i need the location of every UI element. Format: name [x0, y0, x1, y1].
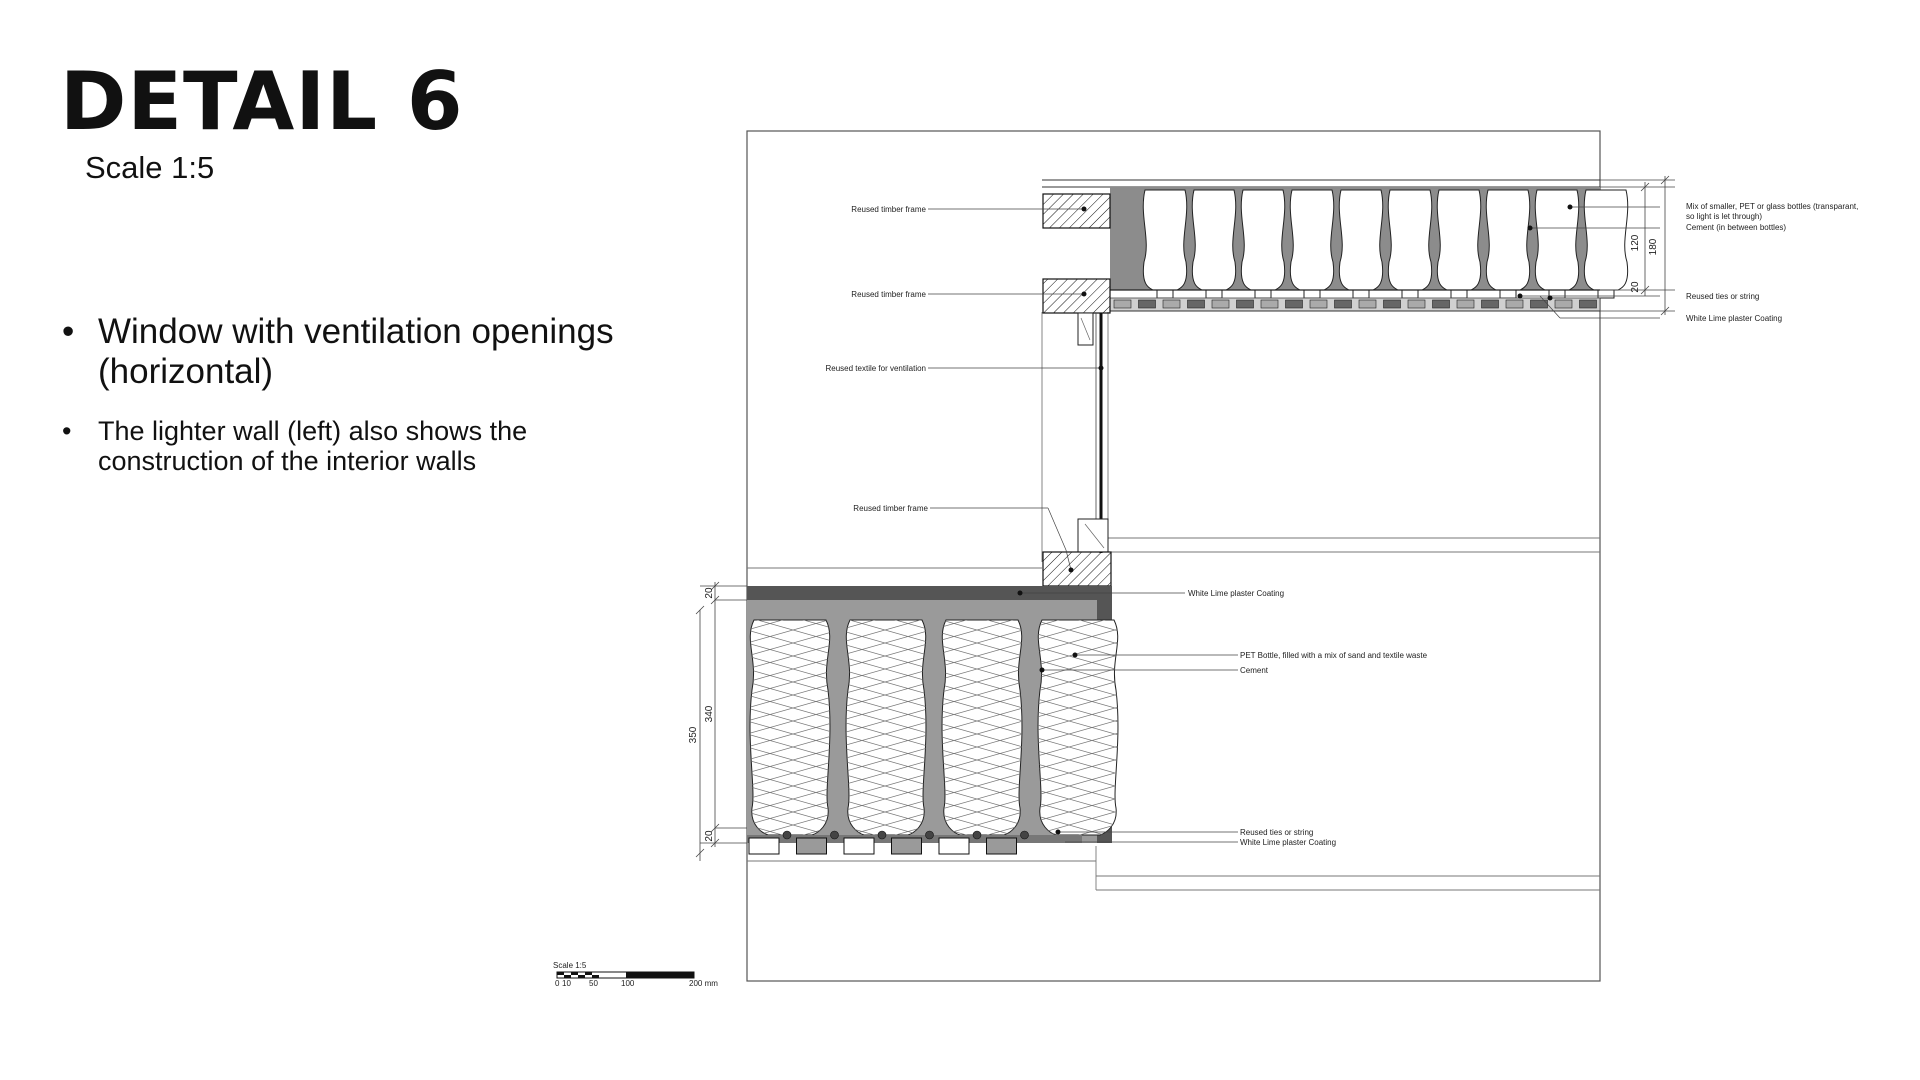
label-reused-textile: Reused textile for ventilation	[825, 364, 926, 373]
bottle-cap	[1451, 290, 1467, 298]
bottle	[1241, 190, 1284, 290]
bottle	[1290, 190, 1333, 290]
bottle-cap	[1500, 290, 1516, 298]
top-wall-ties-strip	[1110, 298, 1600, 311]
bottle	[1437, 190, 1480, 290]
label-lime-plaster: White Lime plaster Coating	[1686, 314, 1783, 323]
tie-knot	[783, 831, 791, 839]
tie-knot	[1021, 831, 1029, 839]
bottle	[1192, 190, 1235, 290]
bottle-cap	[1255, 290, 1271, 298]
dimension-20: 20	[704, 830, 715, 842]
scale-tick: 10	[562, 979, 571, 988]
scale-tick: 0	[555, 979, 560, 988]
tie-block	[987, 838, 1017, 854]
label-bottle-mix: so light is let through)	[1686, 212, 1763, 221]
bottle-cap	[1402, 290, 1418, 298]
tie-knot	[973, 831, 981, 839]
tie-knot	[831, 831, 839, 839]
timber-frame-mid	[1043, 279, 1110, 313]
label-lime-plaster: White Lime plaster Coating	[1188, 589, 1285, 598]
tie-block	[1580, 300, 1597, 308]
bottle-cap	[1598, 290, 1614, 298]
tie-block	[1237, 300, 1254, 308]
tie-block	[1433, 300, 1450, 308]
plaster-strip	[1110, 298, 1600, 311]
lower-wall-section	[747, 586, 1118, 854]
label-reused-timber-frame: Reused timber frame	[853, 504, 928, 513]
bullet-item: • The lighter wall (left) also shows the construction of the interior walls	[62, 416, 642, 476]
tie-knot	[926, 831, 934, 839]
tie-block	[1188, 300, 1205, 308]
dimension-120: 120	[1630, 234, 1641, 252]
slide-title: DETAIL 6	[60, 55, 464, 148]
label-pet-bottle: PET Bottle, filled with a mix of sand and textile waste	[1240, 651, 1428, 660]
scale-tick: 200 mm	[689, 979, 718, 988]
scale-bar-label: Scale 1:5	[553, 961, 587, 970]
tie-block	[892, 838, 922, 854]
timber-frame-bottom	[1043, 552, 1111, 586]
tie-block	[844, 838, 874, 854]
tie-block	[1359, 300, 1376, 308]
tie-knot	[878, 831, 886, 839]
bottle-cap	[1353, 290, 1369, 298]
pet-bottle-fill	[942, 620, 1022, 835]
tie-block	[1506, 300, 1523, 308]
tie-block	[1457, 300, 1474, 308]
dimension-20: 20	[704, 587, 715, 599]
label-reused-timber-frame: Reused timber frame	[851, 205, 926, 214]
bottle-cap	[1206, 290, 1222, 298]
tie-block	[1335, 300, 1352, 308]
label-reused-timber-frame: Reused timber frame	[851, 290, 926, 299]
bottle	[1535, 190, 1578, 290]
tie-block	[1139, 300, 1156, 308]
slide-subtitle: Scale 1:5	[85, 150, 215, 185]
timber-frame-top	[1043, 194, 1110, 228]
bullet-item: • Window with ventilation openings (horizontal)	[62, 312, 642, 392]
tie-block	[1286, 300, 1303, 308]
label-cement: Cement	[1240, 666, 1269, 675]
pet-bottle-fill	[1038, 620, 1118, 835]
tie-block	[1163, 300, 1180, 308]
bottle	[1486, 190, 1529, 290]
tie-block	[1212, 300, 1229, 308]
dimension-350: 350	[688, 726, 699, 744]
window-frame	[1043, 194, 1111, 586]
bottle	[1339, 190, 1382, 290]
tie-block	[1261, 300, 1278, 308]
bottle-cap	[1304, 290, 1320, 298]
bottle	[1143, 190, 1186, 290]
tie-block	[1384, 300, 1401, 308]
tie-block	[1408, 300, 1425, 308]
scale-tick: 50	[589, 979, 598, 988]
bottle-cap	[1157, 290, 1173, 298]
dimension-20: 20	[1630, 281, 1641, 293]
tie-block	[1310, 300, 1327, 308]
label-bottle-mix: Mix of smaller, PET or glass bottles (transparant,	[1686, 202, 1859, 211]
tie-block	[797, 838, 827, 854]
label-lime-plaster: White Lime plaster Coating	[1240, 838, 1337, 847]
label-cement-between: Cement (in between bottles)	[1686, 223, 1787, 232]
dimension-340: 340	[704, 705, 715, 723]
scale-bar	[553, 961, 718, 988]
tie-block	[1555, 300, 1572, 308]
tie-block	[749, 838, 779, 854]
tie-block	[1114, 300, 1131, 308]
bottle	[1584, 190, 1627, 290]
label-ties-string: Reused ties or string	[1686, 292, 1760, 301]
label-ties-string: Reused ties or string	[1240, 828, 1314, 837]
pet-bottle-fill	[750, 620, 830, 835]
pet-bottle-fill	[846, 620, 926, 835]
bottle	[1388, 190, 1431, 290]
scale-tick: 100	[621, 979, 635, 988]
dimension-180: 180	[1648, 238, 1659, 256]
tie-block	[1482, 300, 1499, 308]
top-wall-section	[1042, 180, 1628, 311]
tie-block	[939, 838, 969, 854]
